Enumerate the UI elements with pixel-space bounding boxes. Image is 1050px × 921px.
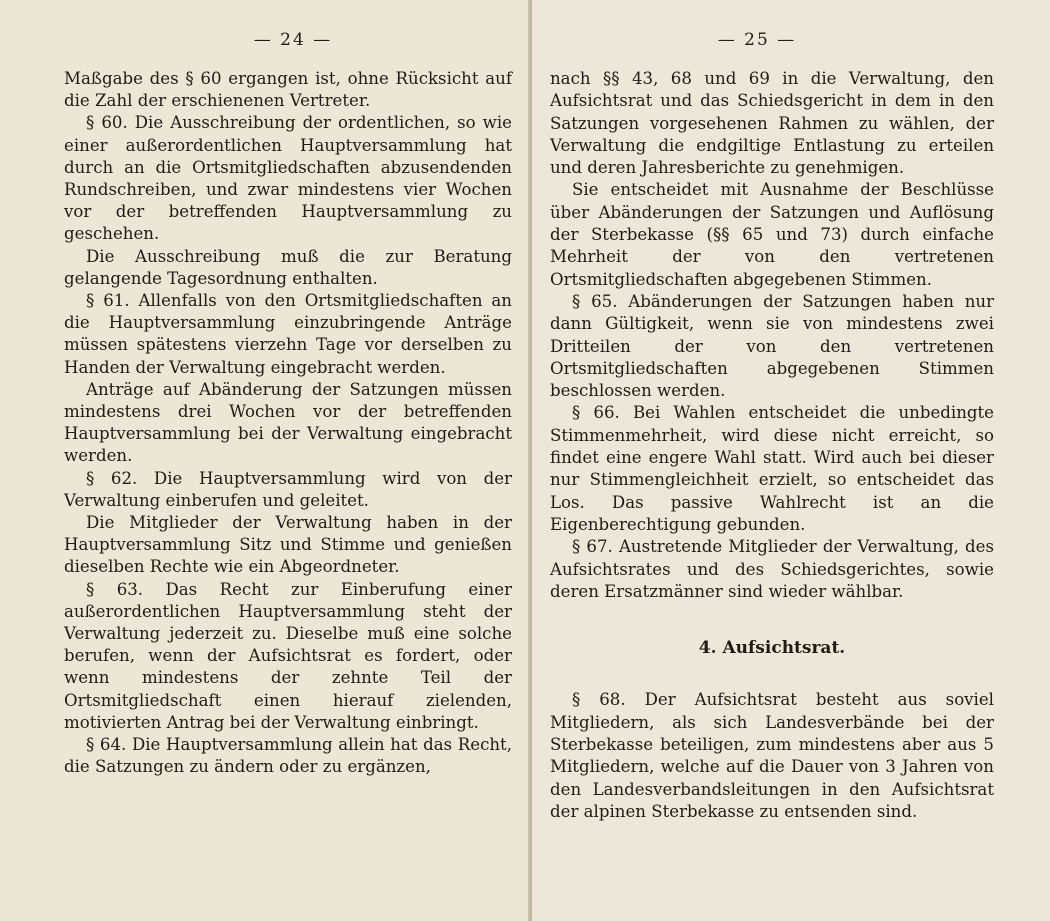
- paragraph-61: § 61. Allenfalls von den Ortsmitgliedschaften an die Hauptversammlung einzubringende Anträge müssen spätestens vierzehn Tage vor derselben zu Handen der Verwaltung eingebracht werden.: [64, 291, 512, 377]
- right-page: [532, 0, 1050, 921]
- page-number-left: — 24 —: [253, 30, 333, 50]
- paragraph-65: § 65. Abänderungen der Satzungen haben nur dann Gültigkeit, wenn sie von mindestens zwei Dritteilen der von den vertretenen Ortsmitgliedschaften abgegebenen Stimmen beschlossen werden.: [550, 291, 994, 401]
- paragraph: Sie entscheidet mit Ausnahme der Beschlüsse über Abänderungen der Satzungen und Auflösung der Sterbekasse (§§ 65 und 73) durch einfache Mehrheit der von den vertretenen Ortsmitgliedschaften abgegebenen Stimmen.: [550, 180, 994, 289]
- paragraph-67: § 67. Austretende Mitglieder der Verwaltung, des Aufsichtsrates und des Schiedsgerichtes, sowie deren Ersatzmänner sind wieder wählbar.: [550, 537, 994, 601]
- section-heading: 4. Aufsichtsrat.: [698, 638, 846, 659]
- paragraph-64: § 64. Die Hauptversammlung allein hat das Recht, die Satzungen zu ändern oder zu ergänzen,: [64, 735, 512, 777]
- page-number-right: — 25 —: [717, 30, 797, 50]
- paragraph: Maßgabe des § 60 ergangen ist, ohne Rücksicht auf die Zahl der erschienenen Vertreter.: [64, 69, 512, 111]
- paragraph: Die Ausschreibung muß die zur Beratung gelangende Tagesordnung enthalten.: [64, 246, 512, 288]
- left-page-text: [64, 68, 512, 779]
- paragraph-62: § 62. Die Hauptversammlung wird von der Verwaltung einberufen und geleitet.: [64, 468, 512, 510]
- paragraph-68: § 68. Der Aufsichtsrat besteht aus soviel Mitgliedern, als sich Landesverbände bei der Sterbekasse beteiligen, zum mindestens aber aus 5 Mitgliedern, welche auf die Dauer von 3 Jahren von den Landesverbandsleitungen in den Aufsichtsrat der alpinen Sterbekasse zu entsenden sind.: [550, 690, 994, 821]
- paragraph-66: § 66. Bei Wahlen entscheidet die unbedingte Stimmenmehrheit, wird diese nicht erreicht, so findet eine engere Wahl statt. Wird auch bei dieser nur Stimmengleichheit erzielt, so entscheidet das Los. Das passive Wahlrecht ist an die Eigenberechtigung gebunden.: [550, 403, 994, 534]
- paragraph-63: § 63. Das Recht zur Einberufung einer außerordentlichen Hauptversammlung steht der Verwaltung jederzeit zu. Dieselbe muß eine solche berufen, wenn der Aufsichtsrat es fordert, oder wenn mindestens der zehnte Teil der Ortsmitgliedschaft einen hierauf zielenden, motivierten Antrag bei der Verwaltung einbringt.: [64, 579, 512, 732]
- paragraph: Anträge auf Abänderung der Satzungen müssen mindestens drei Wochen vor der betreffenden Hauptversammlung bei der Verwaltung eingebracht werden.: [64, 379, 512, 466]
- paragraph-60: § 60. Die Ausschreibung der ordentlichen, so wie einer außerordentlichen Hauptversammlung hat durch an die Ortsmitgliedschaften abzusendenden Rundschreiben, und zwar mindestens vier Wochen vor der betreffenden Hauptversammlung zu geschehen.: [64, 113, 512, 244]
- paragraph: nach §§ 43, 68 und 69 in die Verwaltung, den Aufsichtsrat und das Schiedsgericht in dem in den Satzungen vorgesehenen Rahmen zu wählen, der Verwaltung die endgiltige Entlastung zu erteilen und deren Jahresberichte zu genehmigen.: [550, 69, 994, 178]
- right-page-text: [550, 68, 994, 823]
- paragraph: Die Mitglieder der Verwaltung haben in der Hauptversammlung Sitz und Stimme und genießen dieselben Rechte wie ein Abgeordneter.: [64, 513, 512, 577]
